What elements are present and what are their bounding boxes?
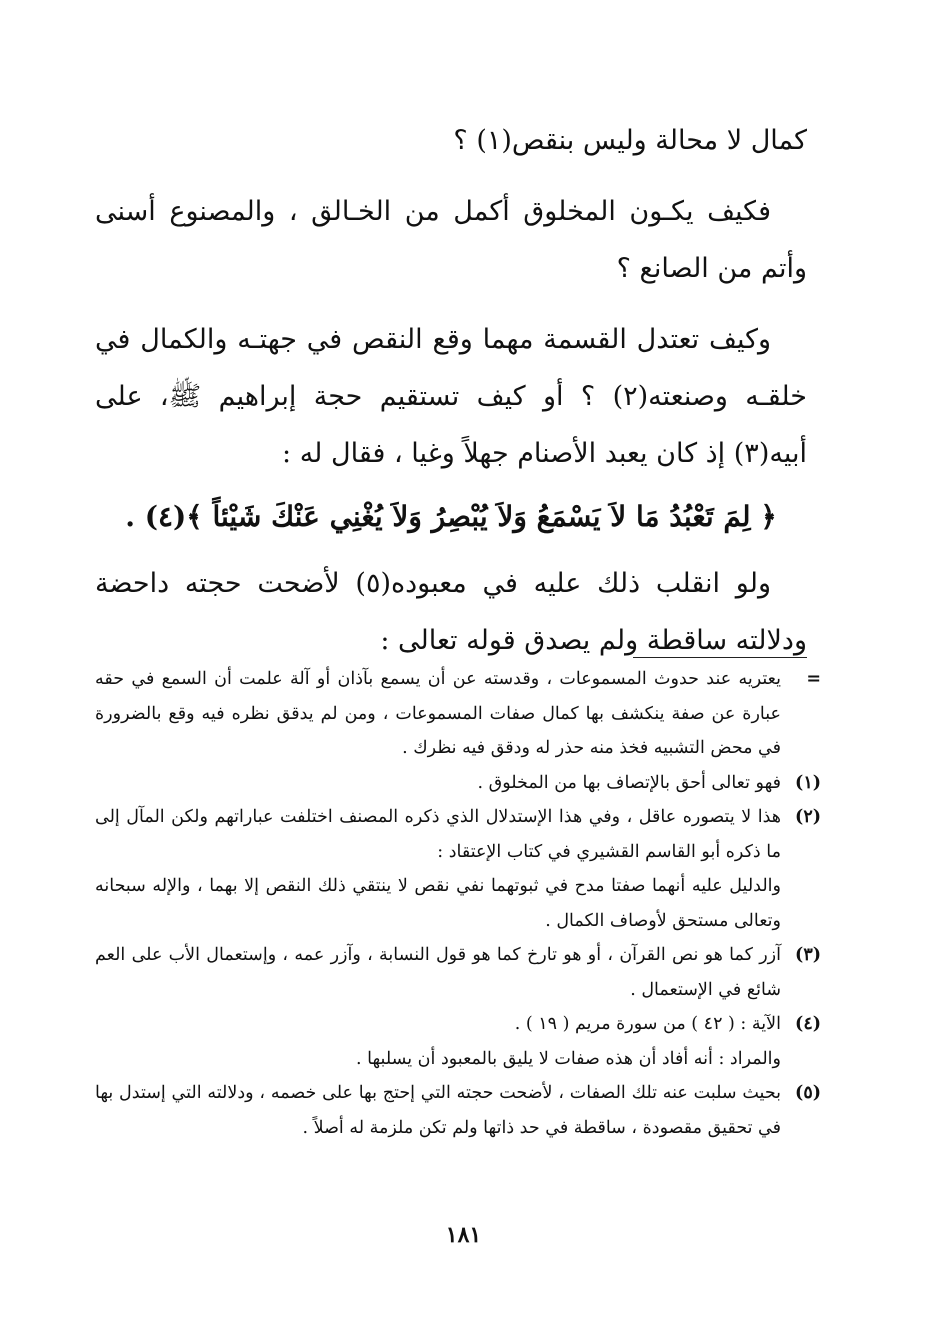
footnote-2-continuation: والدليل عليه أنهما صفتا مدح في ثبوتهما نفي نقص لا ينتقي ذلك النقص إلا بهما ، والإله سبحانه وتعالى مستحق لأوصاف الكمال .	[95, 876, 781, 931]
footnote-text: فهو تعالى أحق بالإتصاف بها من المخلوق .	[477, 772, 781, 793]
footnote-text: هذا لا يتصوره عاقل ، وفي هذا الإستدلال الذي ذكره المصنف اختلفت عباراتهم ولكن المآل إلى ما ذكره أبو القاسم القشيري في كتاب الإعتقاد :	[95, 807, 781, 862]
page-number: ١٨١	[445, 1222, 482, 1248]
footnote-marker: (٣)	[795, 945, 821, 965]
main-text-block	[95, 112, 807, 669]
footnote-marker: (١)	[795, 772, 821, 793]
footnote-2	[95, 800, 821, 869]
footnote-text: بحيث سلبت عنه تلك الصفات ، لأضحت حجته التي إحتج بها على خصمه ، ودلالته التي إستدل بها في تحقيق مقصودة ، ساقطة في حد ذاتها ولم تكن ملزمة له أصلاً .	[95, 1083, 781, 1138]
paragraph-1: كمال لا محالة وليس بنقص(١) ؟	[453, 125, 807, 156]
footnote-5	[95, 1076, 821, 1145]
footnote-text: يعتريه عند حدوث المسموعات ، وقدسته عن أن يسمع بآذان أو آلة علمت أن السمع في حقه عبارة عن صفة ينكشف بها كمال صفات المسموعات ، ومن لم يدقق نظره فيه وقع بالضرورة في محض التشبيه فخذ منه حذر له ودقق فيه نظرك .	[95, 669, 781, 758]
footnote-continuation	[95, 662, 821, 766]
footnote-marker: (٢)	[795, 807, 821, 827]
footnote-1	[95, 766, 821, 801]
footnote-text: الآية : ( ٤٢ ) من سورة مريم ( ١٩ ) .	[514, 1014, 781, 1034]
footnote-text: آزر كما هو نص القرآن ، أو هو تارخ كما هو قول النسابة ، وآزر عمه ، وإستعمال الأب على العم شائع في الإستعمال .	[95, 945, 781, 1000]
footnote-marker: (٥)	[795, 1083, 821, 1103]
paragraph-3: وكيف تعتدل القسمة مهما وقع النقص في جهتـه والكمال في خلقـه وصنعته(٢) ؟ أو كيف تستقيم حجة إبراهيم ﷺ، على أبيه(٣) إذ كان يعبد الأصنام جهلاً وغيا ، فقال له :	[95, 324, 807, 469]
footnotes-block	[95, 662, 821, 1145]
paragraph-4: ولو انقلب ذلك عليه في معبوده(٥) لأضحت حجته داحضة ودلالته ساقطة ولم يصدق قوله تعالى :	[95, 568, 807, 656]
footnote-marker: (٤)	[795, 1014, 821, 1034]
quran-verse: ﴿ لِمَ تَعْبُدُ مَا لاَ يَسْمَعُ وَلاَ يُبْصِرُ وَلاَ يُغْنِي عَنْكَ شَيْئاً ﴾(٤) .	[125, 500, 777, 533]
footnote-marker: =	[806, 669, 821, 689]
paragraph-2: فكيف يكـون المخلوق أكمل من الخـالق ، والمصنوع أسنى وأتم من الصانع ؟	[95, 196, 807, 284]
footnote-4-continuation: والمراد : أنه أفاد أن هذه صفات لا يليق بالمعبود أن يسلبها .	[356, 1048, 781, 1069]
footnote-4	[95, 1007, 821, 1042]
footnote-divider	[633, 657, 807, 658]
footnote-3	[95, 938, 821, 1007]
